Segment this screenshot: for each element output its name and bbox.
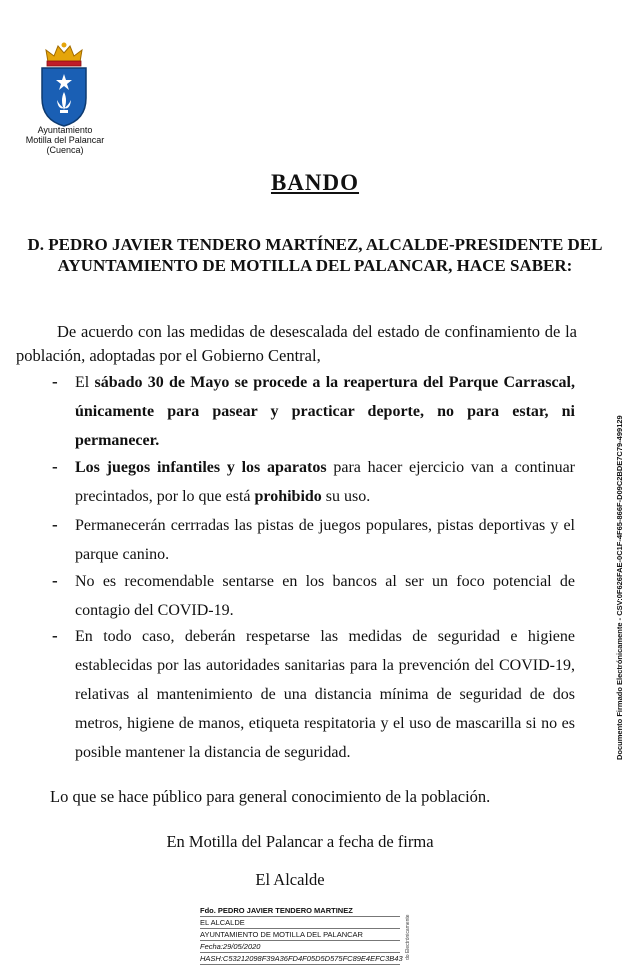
bullet-marker: - [52, 457, 58, 476]
seal-text: Documento Firmado Electrónicamente - CSV:0F626FAE-0C1F-4F65-866F-D09C2BDE7C79-499129 [615, 415, 624, 760]
list-item [75, 453, 575, 511]
list-item-line: posible mantener la distancia de seguridad. [75, 744, 351, 761]
bullet-marker: - [52, 515, 58, 534]
list-item-line: metros, higiene de manos, etiqueta respitatoria y el uso de mascarilla si no es [75, 715, 575, 732]
signer-name: Fdo. PEDRO JAVIER TENDERO MARTINEZ [200, 905, 400, 917]
list-item-line: establecidas por las autoridades sanitarias para la prevención del COVID-19, [75, 657, 575, 674]
signature-block [200, 905, 403, 965]
list-item-line: contagio del COVID-19. [75, 602, 234, 619]
signer-title: El Alcalde [255, 870, 325, 889]
signature-hash: HASH:C53212098F39A36FD4F05D5D575FC89E4EFC3B43 [200, 954, 403, 963]
subheading-line-1: D. PEDRO JAVIER TENDERO MARTÍNEZ, ALCALDE-PRESIDENTE DEL [27, 235, 603, 254]
list-item-line: parque canino. [75, 546, 170, 563]
list-item [75, 567, 575, 625]
bullet-marker: - [52, 571, 58, 590]
organization-line-1: Ayuntamiento [37, 125, 93, 135]
organization-line-3: (Cuenca) [46, 145, 84, 155]
list-item-line: precintados, por lo que está prohibido su uso. [75, 488, 371, 505]
list-item-line: El sábado 30 de Mayo se procede a la reapertura del Parque Carrascal, [75, 374, 575, 391]
signer-organization: AYUNTAMIENTO DE MOTILLA DEL PALANCAR [200, 929, 400, 941]
list-item-line: relativas al mantenimiento de una distancia mínima de seguridad de dos [75, 686, 575, 703]
list-item-line: No es recomendable sentarse en los bancos al ser un foco potencial de [75, 573, 575, 590]
organization-line-2: Motilla del Palancar [25, 135, 105, 145]
list-item-line: En todo caso, deberán respetarse las medidas de seguridad e higiene [75, 628, 575, 645]
municipal-coat-of-arms-icon [38, 40, 90, 128]
electronic-signature-seal [604, 410, 624, 760]
list-item-line: únicamente para pasear y practicar deporte, no para estar, ni [75, 403, 575, 420]
signature-side-label: do Electrónicamente [405, 914, 411, 960]
document-title: BANDO [270, 170, 360, 195]
place-and-date: En Motilla del Palancar a fecha de firma [166, 832, 434, 851]
list-item [75, 622, 575, 767]
list-item-line: Los juegos infantiles y los aparatos para hacer ejercicio van a continuar [75, 459, 576, 476]
list-item-line: Permanecerán cerrradas las pistas de juegos populares, pistas deportivas y el [75, 517, 575, 534]
list-item-line: permanecer. [75, 432, 160, 449]
bullet-marker: - [52, 626, 58, 645]
bullet-marker: - [52, 372, 58, 391]
list-item [75, 368, 575, 455]
signature-date: Fecha:29/05/2020 [200, 941, 400, 953]
subheading-line-2: AYUNTAMIENTO DE MOTILLA DEL PALANCAR, HACE SABER: [57, 256, 573, 275]
intro-line-1: De acuerdo con las medidas de desescalada del estado de confinamiento de la [57, 322, 577, 341]
signer-role: EL ALCALDE [200, 917, 400, 929]
intro-line-2: población, adoptadas por el Gobierno Central, [16, 346, 321, 365]
closing-statement: Lo que se hace público para general conocimiento de la población. [50, 787, 491, 806]
list-item [75, 511, 575, 569]
